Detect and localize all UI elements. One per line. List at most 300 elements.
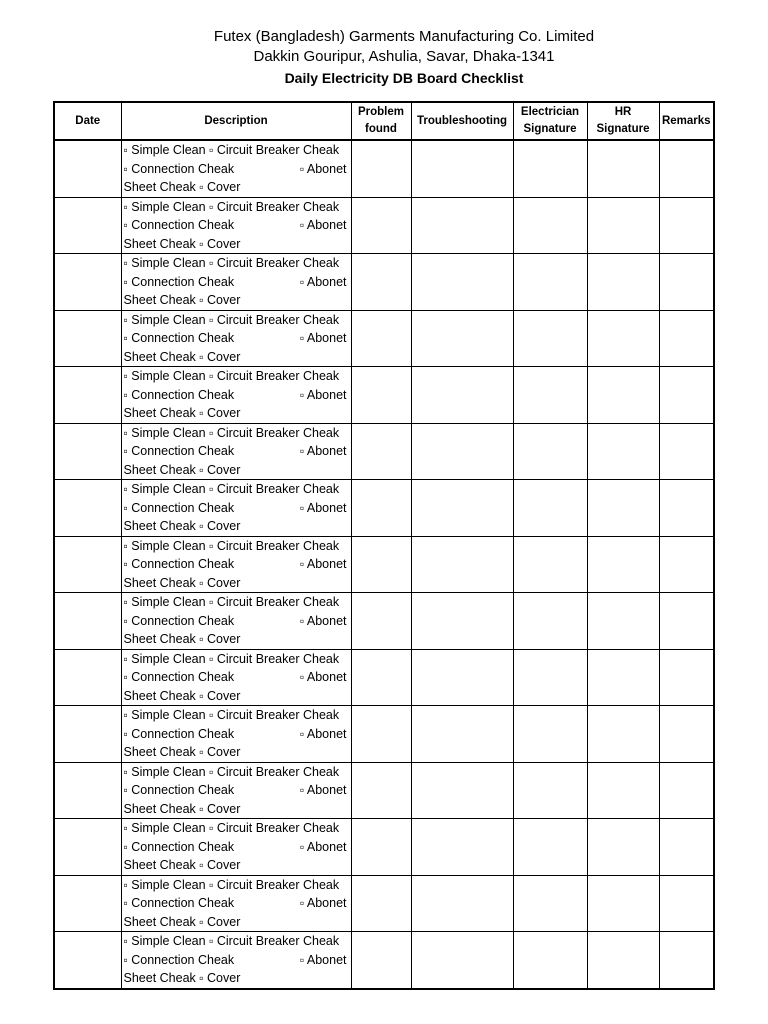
description-cell: [121, 536, 351, 593]
checkbox-icon[interactable]: ▫: [123, 538, 128, 553]
col-header-description: Description: [121, 102, 351, 140]
problem-found-cell[interactable]: [351, 593, 411, 650]
checkbox-icon[interactable]: ▫: [123, 482, 128, 496]
sheet-cheak-label: Sheet Cheak: [123, 688, 196, 703]
desc-line-1: [124, 650, 351, 669]
checkbox-icon[interactable]: ▫: [199, 519, 204, 533]
desc-line-3: [124, 630, 351, 649]
circuit-breaker-label: Circuit Breaker Cheak: [216, 425, 340, 440]
troubleshooting-cell[interactable]: [411, 423, 513, 480]
checkbox-icon[interactable]: ▫: [199, 180, 204, 194]
abonet-label: Abonet: [306, 161, 347, 176]
checkbox-icon[interactable]: ▫: [199, 462, 204, 477]
connection-label: Connection Cheak: [131, 331, 235, 345]
checkbox-icon[interactable]: ▫: [209, 369, 214, 383]
abonet-label: Abonet: [306, 726, 347, 741]
checkbox-icon[interactable]: ▫: [299, 331, 305, 345]
electrician-signature-cell[interactable]: [513, 762, 587, 819]
hr-signature-cell[interactable]: [587, 819, 659, 876]
problem-found-cell[interactable]: [351, 819, 411, 876]
circuit-breaker-label: Circuit Breaker Cheak: [216, 934, 340, 948]
electrician-signature-cell[interactable]: [513, 310, 587, 367]
checkbox-icon[interactable]: ▫: [199, 688, 204, 703]
connection-label: Connection Cheak: [131, 500, 235, 515]
cover-label: Cover: [207, 349, 241, 364]
checkbox-icon[interactable]: ▫: [123, 331, 128, 345]
remarks-cell[interactable]: [659, 762, 714, 819]
checkbox-icon[interactable]: ▫: [123, 595, 128, 609]
cover-label: Cover: [207, 971, 241, 985]
connection-label: Connection Cheak: [131, 783, 235, 797]
abonet-label: Abonet: [306, 218, 347, 232]
connection-label: Connection Cheak: [131, 387, 235, 402]
simple-clean-label: Simple Clean: [131, 934, 206, 948]
hr-signature-cell[interactable]: [587, 593, 659, 650]
remarks-cell[interactable]: [659, 197, 714, 254]
checkbox-icon[interactable]: ▫: [123, 877, 128, 892]
desc-line-2: [124, 725, 351, 744]
checkbox-icon[interactable]: ▫: [199, 858, 204, 872]
hr-signature-cell[interactable]: [587, 197, 659, 254]
abonet-label: Abonet: [306, 274, 347, 289]
simple-clean-label: Simple Clean: [131, 595, 206, 609]
simple-clean-label: Simple Clean: [131, 708, 206, 722]
date-cell[interactable]: [54, 310, 121, 367]
header-row: [54, 102, 714, 140]
table-row: [54, 875, 714, 932]
remarks-cell[interactable]: [659, 593, 714, 650]
date-cell[interactable]: [54, 706, 121, 763]
problem-found-cell[interactable]: [351, 367, 411, 424]
simple-clean-label: Simple Clean: [131, 764, 206, 779]
troubleshooting-cell[interactable]: [411, 197, 513, 254]
checkbox-icon[interactable]: ▫: [209, 312, 214, 327]
checkbox-icon[interactable]: ▫: [199, 406, 204, 420]
date-cell[interactable]: [54, 480, 121, 537]
electrician-signature-cell[interactable]: [513, 536, 587, 593]
electrician-signature-cell[interactable]: [513, 593, 587, 650]
cover-label: Cover: [207, 632, 241, 646]
problem-found-cell[interactable]: [351, 254, 411, 311]
checkbox-icon[interactable]: ▫: [123, 218, 128, 232]
hr-signature-cell[interactable]: [587, 310, 659, 367]
simple-clean-label: Simple Clean: [131, 312, 206, 327]
checkbox-icon[interactable]: ▫: [123, 387, 128, 402]
simple-clean-label: Simple Clean: [131, 651, 206, 666]
desc-line-3: [124, 574, 351, 593]
checkbox-icon[interactable]: ▫: [123, 821, 128, 835]
description-cell: [121, 762, 351, 819]
checkbox-icon[interactable]: ▫: [299, 783, 305, 797]
checkbox-icon[interactable]: ▫: [123, 256, 128, 270]
desc-line-1: [124, 819, 351, 838]
troubleshooting-cell[interactable]: [411, 706, 513, 763]
checkbox-icon[interactable]: ▫: [123, 651, 128, 666]
circuit-breaker-label: Circuit Breaker Cheak: [216, 538, 340, 553]
checkbox-icon[interactable]: ▫: [209, 708, 214, 722]
desc-line-1: [124, 198, 351, 217]
remarks-cell[interactable]: [659, 932, 714, 989]
checkbox-icon[interactable]: ▫: [299, 726, 305, 741]
desc-line-2: [124, 329, 351, 348]
date-cell[interactable]: [54, 932, 121, 989]
abonet-label: Abonet: [306, 331, 347, 345]
checkbox-icon[interactable]: ▫: [123, 369, 128, 383]
electrician-signature-cell[interactable]: [513, 423, 587, 480]
desc-line-1: [124, 141, 351, 160]
checkbox-icon[interactable]: ▫: [299, 839, 305, 854]
date-cell[interactable]: [54, 762, 121, 819]
problem-found-cell[interactable]: [351, 536, 411, 593]
electrician-signature-cell[interactable]: [513, 706, 587, 763]
simple-clean-label: Simple Clean: [131, 256, 206, 270]
hr-signature-cell[interactable]: [587, 367, 659, 424]
date-cell[interactable]: [54, 254, 121, 311]
connection-label: Connection Cheak: [131, 896, 235, 910]
problem-found-cell[interactable]: [351, 140, 411, 197]
desc-line-1: [124, 424, 351, 443]
circuit-breaker-label: Circuit Breaker Cheak: [216, 199, 340, 214]
sheet-cheak-label: Sheet Cheak: [123, 180, 196, 194]
date-cell[interactable]: [54, 197, 121, 254]
circuit-breaker-label: Circuit Breaker Cheak: [216, 256, 340, 270]
desc-line-2: [124, 499, 351, 518]
desc-line-3: [124, 348, 351, 367]
desc-line-3: [124, 687, 351, 706]
date-cell[interactable]: [54, 649, 121, 706]
electrician-signature-cell[interactable]: [513, 140, 587, 197]
description-cell: [121, 819, 351, 876]
checkbox-icon[interactable]: ▫: [123, 613, 128, 628]
table-row: [54, 762, 714, 819]
cover-label: Cover: [207, 519, 241, 533]
hr-signature-cell[interactable]: [587, 649, 659, 706]
date-cell[interactable]: [54, 140, 121, 197]
checkbox-icon[interactable]: ▫: [209, 538, 214, 553]
electrician-signature-cell[interactable]: [513, 875, 587, 932]
table-row: [54, 593, 714, 650]
checkbox-icon[interactable]: ▫: [299, 613, 305, 628]
sheet-cheak-label: Sheet Cheak: [123, 971, 196, 985]
description-cell: [121, 367, 351, 424]
desc-line-2: [124, 442, 351, 461]
connection-label: Connection Cheak: [131, 952, 235, 967]
checkbox-icon[interactable]: ▫: [123, 500, 128, 515]
remarks-cell[interactable]: [659, 536, 714, 593]
desc-line-2: [124, 838, 351, 857]
date-cell[interactable]: [54, 536, 121, 593]
abonet-label: Abonet: [306, 896, 347, 910]
circuit-breaker-label: Circuit Breaker Cheak: [216, 595, 340, 609]
table-row: [54, 310, 714, 367]
abonet-label: Abonet: [306, 613, 347, 628]
date-cell[interactable]: [54, 593, 121, 650]
desc-line-2: [124, 612, 351, 631]
checkbox-icon[interactable]: ▫: [209, 934, 214, 948]
checkbox-icon[interactable]: ▫: [299, 274, 305, 289]
checkbox-icon[interactable]: ▫: [123, 425, 128, 440]
electrician-signature-cell[interactable]: [513, 197, 587, 254]
checkbox-icon[interactable]: ▫: [209, 143, 214, 157]
checkbox-icon[interactable]: ▫: [123, 199, 128, 214]
desc-line-3: [124, 913, 351, 932]
connection-label: Connection Cheak: [131, 839, 235, 854]
desc-line-2: [124, 951, 351, 970]
checkbox-icon[interactable]: ▫: [209, 199, 214, 214]
checkbox-icon[interactable]: ▫: [299, 557, 305, 571]
desc-line-3: [124, 743, 351, 762]
checkbox-icon[interactable]: ▫: [199, 745, 204, 759]
table-row: [54, 480, 714, 537]
checkbox-icon[interactable]: ▫: [123, 783, 128, 797]
date-cell[interactable]: [54, 819, 121, 876]
date-cell[interactable]: [54, 367, 121, 424]
checkbox-icon[interactable]: ▫: [209, 877, 214, 892]
simple-clean-label: Simple Clean: [131, 538, 206, 553]
desc-line-1: [124, 480, 351, 499]
connection-label: Connection Cheak: [131, 444, 235, 458]
checkbox-icon[interactable]: ▫: [199, 349, 204, 364]
checkbox-icon[interactable]: ▫: [199, 236, 204, 251]
sheet-cheak-label: Sheet Cheak: [123, 349, 196, 364]
col-header-remarks: Remarks: [659, 102, 714, 140]
cover-label: Cover: [207, 914, 241, 929]
checkbox-icon[interactable]: ▫: [123, 274, 128, 289]
cover-label: Cover: [207, 688, 241, 703]
problem-found-cell[interactable]: [351, 423, 411, 480]
desc-line-2: [124, 555, 351, 574]
checkbox-icon[interactable]: ▫: [123, 708, 128, 722]
table-row: [54, 367, 714, 424]
sheet-cheak-label: Sheet Cheak: [123, 914, 196, 929]
cover-label: Cover: [207, 858, 241, 872]
checkbox-icon[interactable]: ▫: [299, 444, 305, 458]
problem-found-cell[interactable]: [351, 197, 411, 254]
troubleshooting-cell[interactable]: [411, 762, 513, 819]
table-row: [54, 819, 714, 876]
connection-label: Connection Cheak: [131, 557, 235, 571]
problem-found-cell[interactable]: [351, 762, 411, 819]
desc-line-3: [124, 178, 351, 197]
checkbox-icon[interactable]: ▫: [299, 952, 305, 967]
checkbox-icon[interactable]: ▫: [299, 896, 305, 910]
table-row: [54, 423, 714, 480]
desc-line-3: [124, 517, 351, 536]
troubleshooting-cell[interactable]: [411, 480, 513, 537]
sheet-cheak-label: Sheet Cheak: [123, 632, 196, 646]
checkbox-icon[interactable]: ▫: [123, 726, 128, 741]
checkbox-icon[interactable]: ▫: [299, 387, 305, 402]
description-cell: [121, 932, 351, 989]
checkbox-icon[interactable]: ▫: [199, 801, 204, 816]
electrician-signature-cell[interactable]: [513, 367, 587, 424]
remarks-cell[interactable]: [659, 480, 714, 537]
checkbox-icon[interactable]: ▫: [299, 670, 305, 684]
cover-label: Cover: [207, 406, 241, 420]
sheet-cheak-label: Sheet Cheak: [123, 406, 196, 420]
remarks-cell[interactable]: [659, 423, 714, 480]
troubleshooting-cell[interactable]: [411, 932, 513, 989]
description-cell: [121, 480, 351, 537]
checkbox-icon[interactable]: ▫: [123, 557, 128, 571]
desc-line-1: [124, 367, 351, 386]
abonet-label: Abonet: [306, 783, 347, 797]
remarks-cell[interactable]: [659, 819, 714, 876]
hr-signature-cell[interactable]: [587, 480, 659, 537]
date-cell[interactable]: [54, 875, 121, 932]
date-cell[interactable]: [54, 423, 121, 480]
desc-line-1: [124, 254, 351, 273]
checkbox-icon[interactable]: ▫: [209, 651, 214, 666]
col-header-electrician-signature: Electrician Signature: [513, 102, 587, 140]
troubleshooting-cell[interactable]: [411, 140, 513, 197]
desc-line-2: [124, 273, 351, 292]
remarks-cell[interactable]: [659, 254, 714, 311]
sheet-cheak-label: Sheet Cheak: [123, 462, 196, 477]
checkbox-icon[interactable]: ▫: [299, 218, 305, 232]
table-row: [54, 140, 714, 197]
checkbox-icon[interactable]: ▫: [123, 952, 128, 967]
simple-clean-label: Simple Clean: [131, 199, 206, 214]
troubleshooting-cell[interactable]: [411, 310, 513, 367]
checkbox-icon[interactable]: ▫: [299, 500, 305, 515]
remarks-cell[interactable]: [659, 140, 714, 197]
electrician-signature-cell[interactable]: [513, 819, 587, 876]
sheet-cheak-label: Sheet Cheak: [123, 745, 196, 759]
cover-label: Cover: [207, 745, 241, 759]
simple-clean-label: Simple Clean: [131, 482, 206, 496]
checkbox-icon[interactable]: ▫: [209, 256, 214, 270]
desc-line-2: [124, 668, 351, 687]
checklist-body: [54, 140, 714, 989]
desc-line-2: [124, 386, 351, 405]
col-header-date: Date: [54, 102, 121, 140]
hr-signature-cell[interactable]: [587, 932, 659, 989]
checkbox-icon[interactable]: ▫: [123, 161, 128, 176]
checkbox-icon[interactable]: ▫: [209, 595, 214, 609]
checkbox-icon[interactable]: ▫: [199, 971, 204, 985]
cover-label: Cover: [207, 293, 241, 307]
hr-signature-cell[interactable]: [587, 423, 659, 480]
hr-signature-cell[interactable]: [587, 762, 659, 819]
checkbox-icon[interactable]: ▫: [199, 293, 204, 307]
problem-found-cell[interactable]: [351, 706, 411, 763]
connection-label: Connection Cheak: [131, 613, 235, 628]
checklist-table: [53, 101, 715, 990]
problem-found-cell[interactable]: [351, 932, 411, 989]
checkbox-icon[interactable]: ▫: [199, 914, 204, 929]
desc-line-1: [124, 593, 351, 612]
simple-clean-label: Simple Clean: [131, 425, 206, 440]
connection-label: Connection Cheak: [131, 218, 235, 232]
abonet-label: Abonet: [306, 670, 347, 684]
desc-line-3: [124, 969, 351, 988]
desc-line-3: [124, 461, 351, 480]
hr-signature-cell[interactable]: [587, 140, 659, 197]
desc-line-3: [124, 235, 351, 254]
checkbox-icon[interactable]: ▫: [123, 896, 128, 910]
checkbox-icon[interactable]: ▫: [123, 764, 128, 779]
problem-found-cell[interactable]: [351, 875, 411, 932]
remarks-cell[interactable]: [659, 649, 714, 706]
checkbox-icon[interactable]: ▫: [123, 312, 128, 327]
col-header-troubleshooting: Troubleshooting: [411, 102, 513, 140]
company-name: Futex (Bangladesh) Garments Manufacturing Co. Limited: [213, 28, 595, 45]
circuit-breaker-label: Circuit Breaker Cheak: [216, 821, 340, 835]
checkbox-icon[interactable]: ▫: [209, 425, 214, 440]
checkbox-icon[interactable]: ▫: [299, 161, 305, 176]
checkbox-icon[interactable]: ▫: [123, 934, 128, 948]
desc-line-3: [124, 800, 351, 819]
hr-signature-cell[interactable]: [587, 536, 659, 593]
checkbox-icon[interactable]: ▫: [209, 821, 214, 835]
troubleshooting-cell[interactable]: [411, 536, 513, 593]
hr-signature-cell[interactable]: [587, 254, 659, 311]
circuit-breaker-label: Circuit Breaker Cheak: [216, 708, 340, 722]
troubleshooting-cell[interactable]: [411, 875, 513, 932]
cover-label: Cover: [207, 180, 241, 194]
simple-clean-label: Simple Clean: [131, 821, 206, 835]
troubleshooting-cell[interactable]: [411, 819, 513, 876]
troubleshooting-cell[interactable]: [411, 593, 513, 650]
troubleshooting-cell[interactable]: [411, 254, 513, 311]
checkbox-icon[interactable]: ▫: [199, 575, 204, 590]
document-title: Daily Electricity DB Board Checklist: [284, 70, 524, 86]
company-address: Dakkin Gouripur, Ashulia, Savar, Dhaka-1341: [253, 48, 555, 65]
document-header: [0, 27, 768, 87]
remarks-cell[interactable]: [659, 706, 714, 763]
troubleshooting-cell[interactable]: [411, 649, 513, 706]
electrician-signature-cell[interactable]: [513, 932, 587, 989]
description-cell: [121, 423, 351, 480]
desc-line-2: [124, 781, 351, 800]
sheet-cheak-label: Sheet Cheak: [123, 858, 196, 872]
electrician-signature-cell[interactable]: [513, 254, 587, 311]
checkbox-icon[interactable]: ▫: [209, 764, 214, 779]
abonet-label: Abonet: [306, 387, 347, 402]
description-cell: [121, 197, 351, 254]
remarks-cell[interactable]: [659, 875, 714, 932]
desc-line-1: [124, 537, 351, 556]
circuit-breaker-label: Circuit Breaker Cheak: [216, 143, 340, 157]
electrician-signature-cell[interactable]: [513, 649, 587, 706]
troubleshooting-cell[interactable]: [411, 367, 513, 424]
remarks-cell[interactable]: [659, 367, 714, 424]
sheet-cheak-label: Sheet Cheak: [123, 575, 196, 590]
remarks-cell[interactable]: [659, 310, 714, 367]
description-cell: [121, 140, 351, 197]
checkbox-icon[interactable]: ▫: [123, 839, 128, 854]
hr-signature-cell[interactable]: [587, 706, 659, 763]
col-header-hr-signature: HR Signature: [587, 102, 659, 140]
checkbox-icon[interactable]: ▫: [123, 143, 128, 157]
checkbox-icon[interactable]: ▫: [123, 444, 128, 458]
checkbox-icon[interactable]: ▫: [209, 482, 214, 496]
problem-found-cell[interactable]: [351, 480, 411, 537]
description-cell: [121, 706, 351, 763]
hr-signature-cell[interactable]: [587, 875, 659, 932]
sheet-cheak-label: Sheet Cheak: [123, 801, 196, 816]
checkbox-icon[interactable]: ▫: [123, 670, 128, 684]
circuit-breaker-label: Circuit Breaker Cheak: [216, 651, 340, 666]
abonet-label: Abonet: [306, 444, 347, 458]
problem-found-cell[interactable]: [351, 649, 411, 706]
electrician-signature-cell[interactable]: [513, 480, 587, 537]
description-cell: [121, 254, 351, 311]
problem-found-cell[interactable]: [351, 310, 411, 367]
checkbox-icon[interactable]: ▫: [199, 632, 204, 646]
abonet-label: Abonet: [306, 557, 347, 571]
